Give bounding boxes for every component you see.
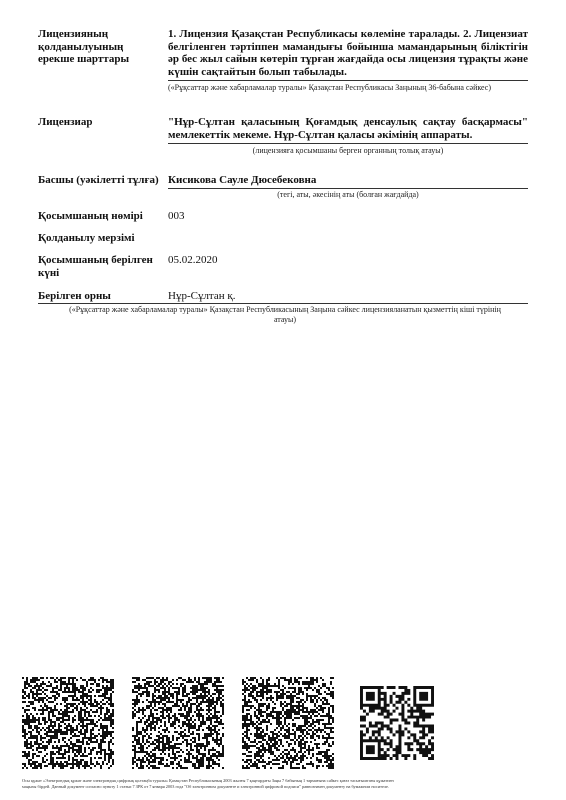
footer-line-1: Осы құжат «Электрондық құжат және электрондық цифрлық қолтаңба туралы» Қазақстан Республикасының 2003 жылғы 7 қаңтардағы Заңы 7 бабының 1 тармағына сәйкес қағаз тасығыштағы құжатпен bbox=[22, 778, 394, 783]
place-note: («Рұқсаттар және хабарламалар туралы» Қазақстан Республикасының Заңына сәйкес лицензияланатын қызметтің кіші түрінің атауы) bbox=[69, 305, 501, 324]
licensor-value: "Нұр-Сұлтан қаласының Қоғамдық денсаулық сақтау басқармасы" мемлекеттік мекеме. Нұр-Сұлтан қаласы әкімінің аппараты. bbox=[168, 116, 528, 141]
licensor-note: (лицензияға қосымшаны берген органның толық атауы) bbox=[252, 146, 444, 155]
conditions-value: 1. Лицензия Қазақстан Республикасы көлеміне таралады. 2. Лицензиат белгіленген тәртіппен мамандығы бойынша мамандарының біліктігін әр бес жыл сайын көтеріп тұрған жағдайда осы лицензия тұрақты және күшін сақтайтын болып табылады. bbox=[168, 28, 528, 78]
licensor-label: Лицензиар bbox=[38, 116, 93, 128]
barcode-1 bbox=[22, 677, 114, 769]
annex-number-value: 003 bbox=[168, 210, 185, 222]
barcode-3 bbox=[242, 677, 334, 769]
footer-line-2: маңызы бірдей. Данный документ согласно пункту 1 статьи 7 ЗРК от 7 января 2003 года "Об электронном документе и электронной цифровой подписи" равнозначен документу на бумажном носителе. bbox=[22, 784, 390, 789]
divider bbox=[168, 80, 528, 81]
issue-date-value: 05.02.2020 bbox=[168, 254, 218, 266]
validity-label: Қолданылу мерзімі bbox=[38, 232, 135, 244]
head-label: Басшы (уәкілетті тұлға) bbox=[38, 174, 159, 186]
place-value: Нұр-Сұлтан қ. bbox=[168, 290, 236, 302]
qr-code bbox=[360, 686, 434, 760]
annex-number-label: Қосымшаның нөмірі bbox=[38, 210, 143, 222]
place-label: Берілген орны bbox=[38, 290, 111, 302]
head-note: (тегі, аты, әкесінің аты (болған жағдайда) bbox=[277, 190, 419, 199]
head-value: Кисикова Сауле Дюсебековна bbox=[168, 174, 317, 186]
issue-date-label: Қосымшаның берілген күні bbox=[38, 254, 153, 279]
barcode-2 bbox=[132, 677, 224, 769]
divider bbox=[38, 303, 528, 304]
divider bbox=[168, 143, 528, 144]
conditions-label: Лицензияның қолданылуының ерекше шарттары bbox=[38, 28, 130, 65]
divider bbox=[168, 188, 528, 189]
conditions-note: («Рұқсаттар және хабарламалар туралы» Қазақстан Республикасы Заңының 36-бабына сәйкес) bbox=[168, 83, 492, 92]
